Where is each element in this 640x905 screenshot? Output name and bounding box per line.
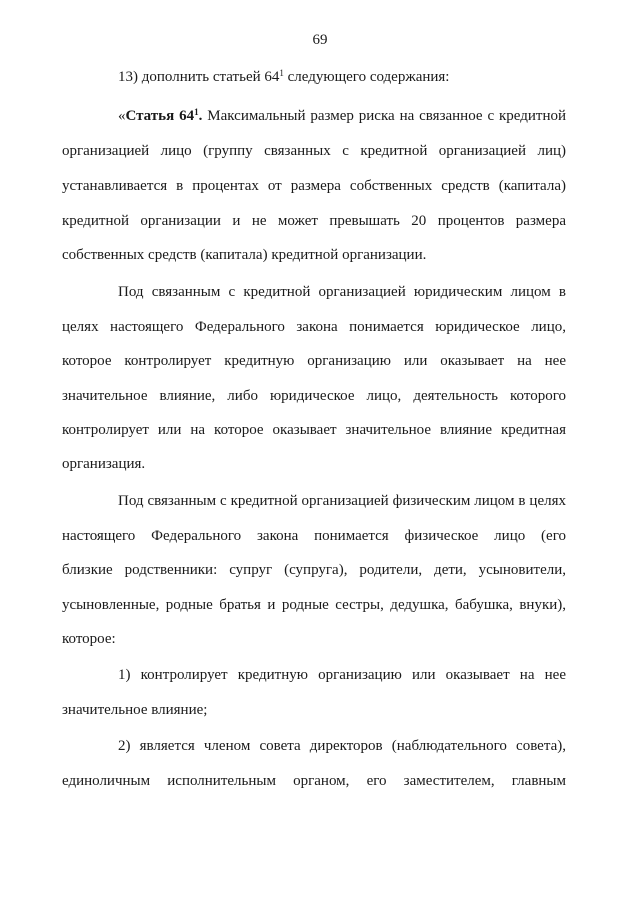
list-item-line: 1) контролирует кредитную организацию или оказывает на нее <box>118 667 566 683</box>
article-line: организацией лицо (группу связанных с кредитной организацией лиц) <box>62 143 566 159</box>
page-number: 69 <box>312 32 328 48</box>
paragraph-line: целях настоящего Федерального закона понимается юридическое лицо, <box>62 319 566 335</box>
article-line: устанавливается в процентах от размера собственных средств (капитала) <box>62 178 566 194</box>
article-title: Статья $64^1$. <box>125 107 203 124</box>
paragraph-line: усыновленные, родные братья и родные сестры, дедушка, бабушка, внуки), <box>62 597 566 613</box>
paragraph-line: которое контролирует кредитную организацию или оказывает на нее <box>62 353 566 369</box>
paragraph-line: контролирует или на которое оказывает значительное влияние кредитная <box>62 422 566 438</box>
paragraph-line: близкие родственники: супруг (супруга), родители, дети, усыновители, <box>62 562 566 578</box>
amendment-heading <box>118 68 449 86</box>
list-item-line: единоличным исполнительным органом, его заместителем, главным <box>62 773 566 789</box>
list-item-line: значительное влияние; <box>62 702 208 718</box>
article-title-sup: 1 <box>194 107 199 117</box>
paragraph-line: настоящего Федерального закона понимается физическое лицо (его <box>62 528 566 544</box>
article-line: собственных средств (капитала) кредитной организации. <box>62 247 427 263</box>
list-item-line: 2) является членом совета директоров (наблюдательного совета), <box>118 738 566 754</box>
paragraph-line: Под связанным с кредитной организацией физическим лицом в целях <box>118 493 566 509</box>
paragraph-line: значительное влияние, либо юридическое лицо, деятельность которого <box>62 388 566 404</box>
article-line: кредитной организации и не может превышать 20 процентов размера <box>62 213 566 229</box>
amendment-heading-sup: 1 <box>279 68 284 78</box>
amendment-heading-prefix: 13) дополнить статьей 64 <box>118 69 280 85</box>
paragraph-line: которое: <box>62 631 116 647</box>
paragraph-line: Под связанным с кредитной организацией юридическим лицом в <box>118 284 566 300</box>
amendment-heading-suffix: следующего содержания: <box>283 69 450 85</box>
article-open-quote: « <box>118 108 126 124</box>
paragraph-line: организация. <box>62 456 146 472</box>
article-first-line <box>118 107 566 125</box>
article-first-line-rest: Максимальный размер риска на связанное с кредитной <box>202 108 567 124</box>
